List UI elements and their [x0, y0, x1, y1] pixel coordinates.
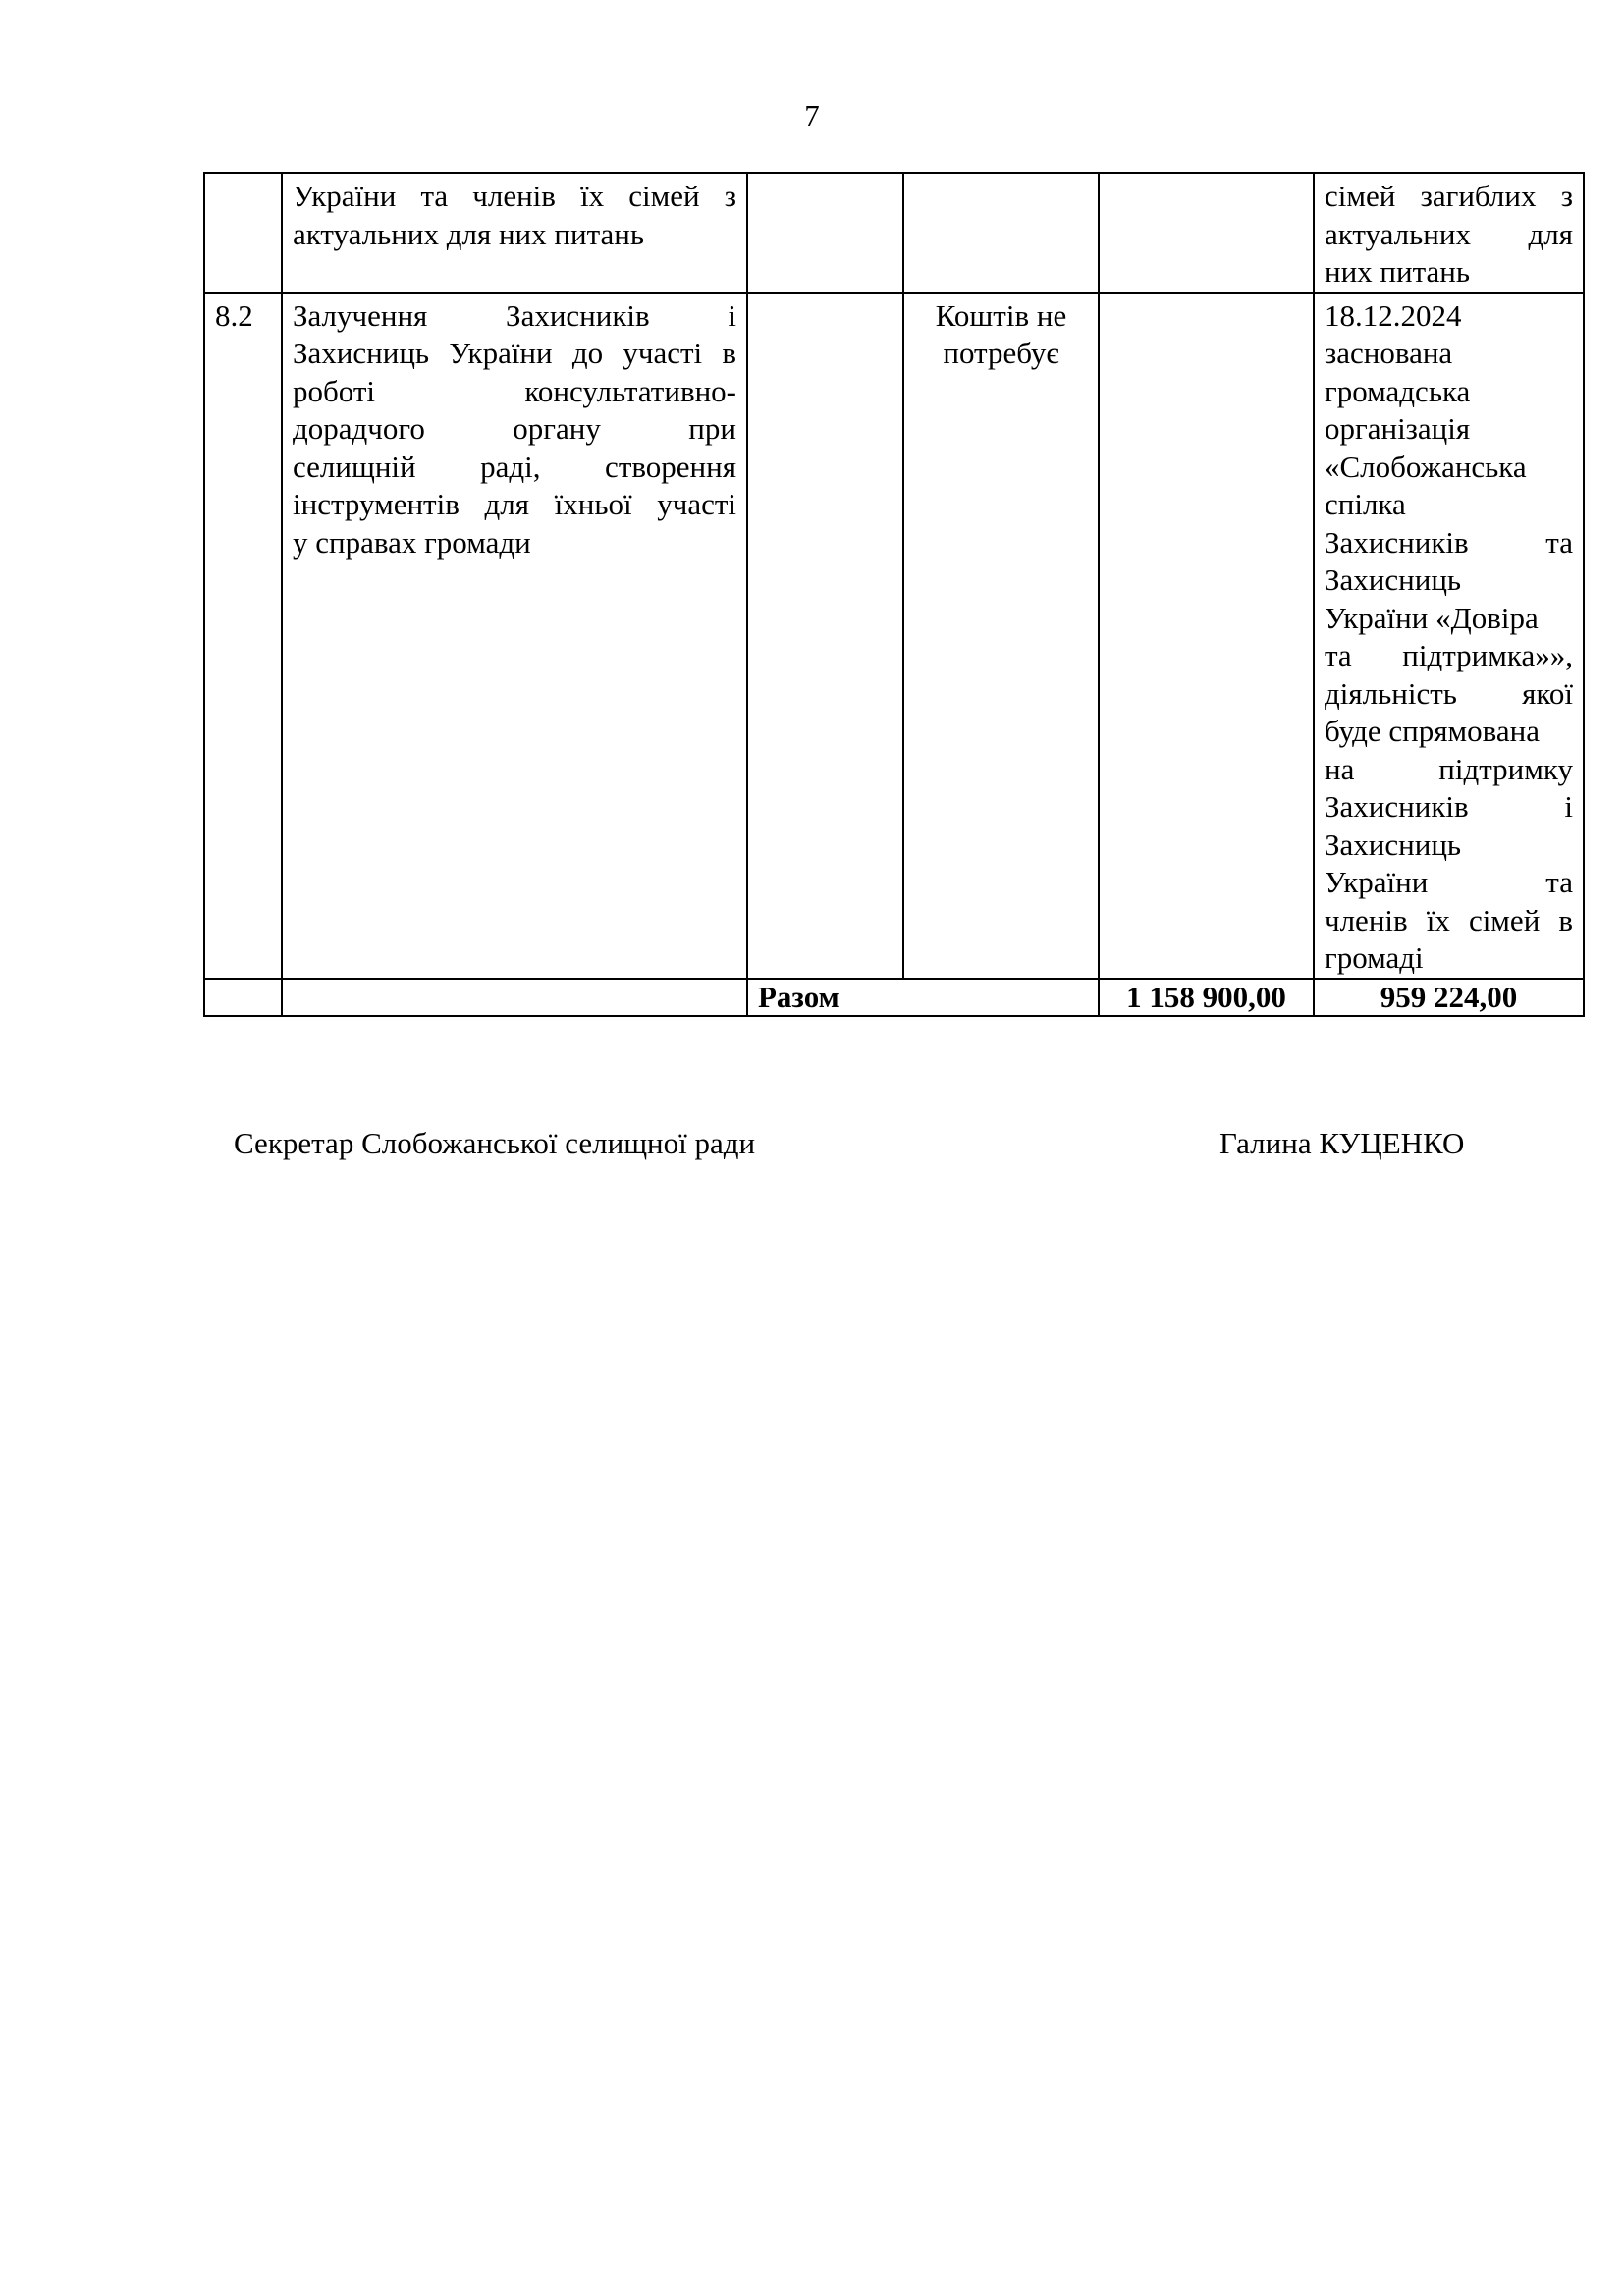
text-line: них питань	[1325, 254, 1471, 289]
text-line: Залучення Захисників і	[293, 297, 736, 333]
text-line: організація	[1325, 411, 1471, 446]
text-line: роботі консультативно-	[293, 373, 736, 408]
text-line: членів їх сімей в	[1325, 902, 1573, 937]
cell-col3	[747, 173, 903, 293]
text-line: України та	[1325, 865, 1573, 899]
cell-num	[204, 173, 282, 293]
cell-col3	[747, 293, 903, 979]
text-line: Захисниць	[1325, 827, 1462, 862]
text-line: дорадчого органу при	[293, 411, 736, 446]
text-line: заснована	[1325, 336, 1453, 370]
table-row-continued	[204, 173, 1584, 293]
cell-funding	[903, 293, 1099, 979]
text-line: Коштів не	[935, 297, 1067, 333]
text-line: актуальних для	[1325, 216, 1573, 251]
cell-num	[204, 979, 282, 1016]
text-line: сімей загиблих з	[1325, 179, 1573, 213]
text-line: у справах громади	[293, 524, 531, 560]
cell-name	[282, 293, 747, 979]
page-number: 7	[804, 98, 820, 133]
text-line: України «Довіра	[1325, 600, 1539, 635]
program-table	[203, 172, 1585, 1017]
text-line: інструментів для їхньої участі	[293, 487, 736, 521]
cell-num: 8.2	[204, 293, 282, 979]
table-row-8-2	[204, 293, 1584, 979]
text-line: Захисників та	[1325, 524, 1573, 560]
cell-result	[1314, 173, 1584, 293]
text-line: «Слобожанська	[1325, 449, 1527, 484]
signature-title: Секретар Слобожанської селищної ради	[234, 1126, 756, 1160]
total-actual: 959 224,00	[1314, 979, 1584, 1016]
text-line: та підтримка»»,	[1325, 638, 1573, 672]
table-row-total	[204, 979, 1584, 1016]
text-line: діяльність якої	[1325, 675, 1573, 711]
text-line: на підтримку	[1325, 751, 1573, 786]
cell-col4	[903, 173, 1099, 293]
signature-name: Галина КУЦЕНКО	[1219, 1126, 1465, 1160]
text-line: Захисниць України до участі в	[293, 336, 736, 370]
cell-name	[282, 979, 747, 1016]
cell-col5	[1099, 173, 1314, 293]
cell-name	[282, 173, 747, 293]
text-line: 18.12.2024	[1325, 297, 1462, 333]
cell-result	[1314, 293, 1584, 979]
text-line: актуальних для них питань	[293, 216, 644, 251]
total-label: Разом	[747, 979, 1099, 1016]
text-line: селищній раді, створення	[293, 449, 736, 484]
total-planned: 1 158 900,00	[1099, 979, 1314, 1016]
cell-col5	[1099, 293, 1314, 979]
text-line: спілка	[1325, 487, 1406, 521]
text-line: потребує	[943, 336, 1059, 370]
text-line: громаді	[1325, 940, 1424, 975]
text-line: буде спрямована	[1325, 714, 1540, 748]
text-line: України та членів їх сімей з	[293, 179, 736, 213]
text-line: Захисників і	[1325, 789, 1573, 824]
text-line: Захисниць	[1325, 562, 1462, 597]
text-line: громадська	[1325, 373, 1471, 408]
